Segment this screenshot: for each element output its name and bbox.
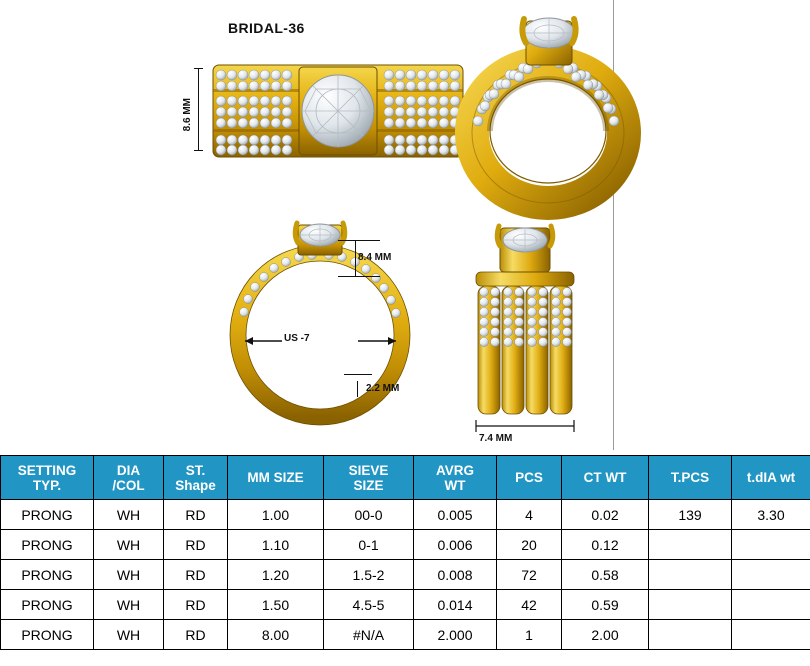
cell-dia-col: WH	[94, 620, 164, 650]
cell-stone-shape: RD	[164, 500, 228, 530]
column-header-pcs: PCS	[497, 456, 562, 500]
dimension-band-width-line	[344, 374, 372, 375]
cell-total-pcs	[649, 620, 732, 650]
cell-pcs: 1	[497, 620, 562, 650]
cell-total-pcs	[649, 590, 732, 620]
table-row	[1, 530, 810, 560]
table-row	[1, 590, 810, 620]
table-row	[1, 620, 810, 650]
column-header-total-pcs: T.PCS	[649, 456, 732, 500]
cell-total-pcs	[649, 560, 732, 590]
column-header-mm-size: MM SIZE	[228, 456, 324, 500]
table-header-row	[1, 456, 810, 500]
column-header-dia-col: DIA /COL	[94, 456, 164, 500]
dimension-head-height: 8.4 MM	[358, 252, 392, 263]
cell-avrg-wt: 2.000	[414, 620, 497, 650]
cell-sieve-size: 1.5-2	[324, 560, 414, 590]
cell-avrg-wt: 0.005	[414, 500, 497, 530]
cell-pcs: 72	[497, 560, 562, 590]
cell-mm-size: 1.10	[228, 530, 324, 560]
cell-ct-wt: 2.00	[562, 620, 649, 650]
cell-stone-shape: RD	[164, 530, 228, 560]
cell-setting-type: PRONG	[1, 500, 94, 530]
column-header-avrg-wt: AVRG WT	[414, 456, 497, 500]
cell-sieve-size: 0-1	[324, 530, 414, 560]
dimension-band-width-vline	[357, 381, 358, 397]
cell-total-dia-wt	[732, 560, 810, 590]
cell-total-dia-wt	[732, 530, 810, 560]
dimension-ring-size: US -7	[284, 333, 310, 344]
table-row	[1, 560, 810, 590]
table-row	[1, 500, 810, 530]
cell-sieve-size: #N/A	[324, 620, 414, 650]
column-header-sieve-size: SIEVE SIZE	[324, 456, 414, 500]
cell-mm-size: 1.00	[228, 500, 324, 530]
dimension-band-height-line	[198, 68, 199, 150]
ring-profile-view	[200, 215, 460, 435]
cell-ct-wt: 0.58	[562, 560, 649, 590]
ring-stack-view	[450, 210, 630, 440]
cell-dia-col: WH	[94, 530, 164, 560]
cell-setting-type: PRONG	[1, 530, 94, 560]
cell-total-pcs	[649, 530, 732, 560]
column-header-total-dia-wt: t.dIA wt	[732, 456, 810, 500]
column-header-stone-shape: ST. Shape	[164, 456, 228, 500]
cell-total-dia-wt	[732, 620, 810, 650]
dimension-tick	[194, 150, 203, 151]
cell-dia-col: WH	[94, 560, 164, 590]
cell-mm-size: 1.20	[228, 560, 324, 590]
cell-setting-type: PRONG	[1, 620, 94, 650]
column-header-setting-type: SETTING TYP.	[1, 456, 94, 500]
cell-dia-col: WH	[94, 590, 164, 620]
dimension-shank-width: 7.4 MM	[479, 433, 513, 444]
cell-stone-shape: RD	[164, 560, 228, 590]
cell-pcs: 20	[497, 530, 562, 560]
dimension-head-vline	[355, 240, 356, 276]
dimension-band-width: 2.2 MM	[366, 383, 400, 394]
dimension-head-line	[338, 276, 380, 277]
cell-avrg-wt: 0.008	[414, 560, 497, 590]
dimension-band-height: 8.6 MM	[182, 98, 193, 132]
cell-pcs: 4	[497, 500, 562, 530]
ring-perspective-view	[430, 5, 670, 235]
cell-ct-wt: 0.02	[562, 500, 649, 530]
cell-total-dia-wt: 3.30	[732, 500, 810, 530]
cell-total-dia-wt	[732, 590, 810, 620]
cell-ct-wt: 0.12	[562, 530, 649, 560]
cell-stone-shape: RD	[164, 620, 228, 650]
cell-total-pcs: 139	[649, 500, 732, 530]
cell-mm-size: 1.50	[228, 590, 324, 620]
cell-avrg-wt: 0.006	[414, 530, 497, 560]
cell-sieve-size: 4.5-5	[324, 590, 414, 620]
cell-avrg-wt: 0.014	[414, 590, 497, 620]
dimension-head-line	[338, 240, 380, 241]
cell-pcs: 42	[497, 590, 562, 620]
cell-setting-type: PRONG	[1, 590, 94, 620]
cell-ct-wt: 0.59	[562, 590, 649, 620]
cell-stone-shape: RD	[164, 590, 228, 620]
column-header-ct-wt: CT WT	[562, 456, 649, 500]
cell-setting-type: PRONG	[1, 560, 94, 590]
cell-mm-size: 8.00	[228, 620, 324, 650]
dimension-tick	[194, 68, 203, 69]
drawing-title: BRIDAL-36	[228, 20, 305, 36]
cell-sieve-size: 00-0	[324, 500, 414, 530]
diamond-spec-table	[0, 455, 810, 650]
cell-dia-col: WH	[94, 500, 164, 530]
